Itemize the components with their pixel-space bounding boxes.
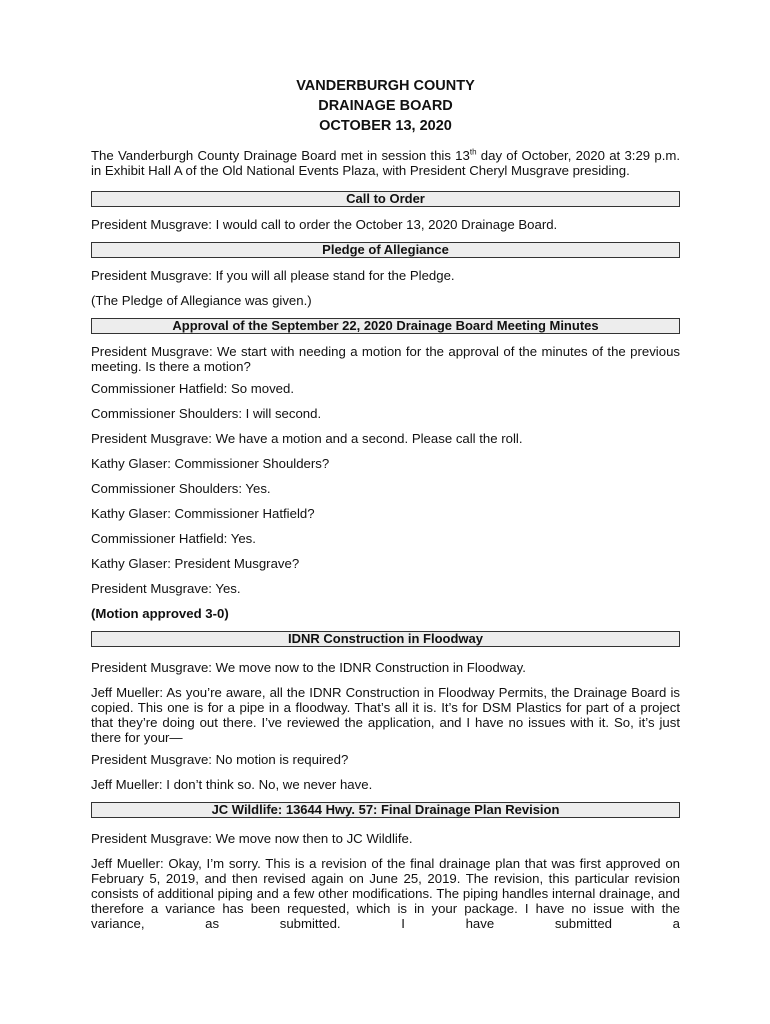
jc-wildlife-line-1: President Musgrave: We move now then to JC Wildlife. <box>91 831 413 846</box>
approval-line-1: President Musgrave: We start with needing a motion for the approval of the minutes of the previous meeting. Is there a motion? <box>91 344 680 374</box>
idnr-line-4: Jeff Mueller: I don’t think so. No, we never have. <box>91 777 373 792</box>
intro-text-end: day of October, 2020 at 3:29 p.m. in Exhibit Hall A of the Old National Events Plaza, with President Cheryl Musgrave presiding. <box>91 148 681 178</box>
approval-line-5: Kathy Glaser: Commissioner Shoulders? <box>91 456 330 471</box>
idnr-line-3: President Musgrave: No motion is required? <box>91 752 349 767</box>
intro-superscript: th <box>469 147 477 157</box>
approval-line-7: Kathy Glaser: Commissioner Hatfield? <box>91 506 315 521</box>
approval-line-4: President Musgrave: We have a motion and a second. Please call the roll. <box>91 431 523 446</box>
header-date: OCTOBER 13, 2020 <box>319 118 452 134</box>
section-heading-idnr: IDNR Construction in Floodway <box>91 631 680 647</box>
section-heading-approval: Approval of the September 22, 2020 Drainage Board Meeting Minutes <box>91 318 680 334</box>
approval-line-8: Commissioner Hatfield: Yes. <box>91 531 256 546</box>
approval-line-9: Kathy Glaser: President Musgrave? <box>91 556 300 571</box>
approval-line-3: Commissioner Shoulders: I will second. <box>91 406 322 421</box>
section-heading-pledge: Pledge of Allegiance <box>91 242 680 258</box>
jc-wildlife-line-2: Jeff Mueller: Okay, I’m sorry. This is a revision of the final drainage plan that was first approved on February 5, 2019, and then revised again on June 25, 2019. The revision, this particular revision consists of additional piping and a few other modifications. The piping handles internal drainage, and therefore a variance has been requested, which is in your package. I have no issue with the variance, as submitted. I have submitted a <box>91 856 680 931</box>
idnr-line-2: Jeff Mueller: As you’re aware, all the IDNR Construction in Floodway Permits, the Drainage Board is copied. This one is for a pipe in a floodway. That’s all it is. It’s for DSM Plastics for part of a project that they’re doing out there. I’ve reviewed the application, and I have no issues with it. So, it’s just there for your— <box>91 685 680 745</box>
section-heading-jc-wildlife: JC Wildlife: 13644 Hwy. 57: Final Drainage Plan Revision <box>91 802 680 818</box>
approval-line-6: Commissioner Shoulders: Yes. <box>91 481 271 496</box>
approval-line-10: President Musgrave: Yes. <box>91 581 241 596</box>
document-header <box>91 76 680 136</box>
minutes-content <box>91 76 680 941</box>
header-board: DRAINAGE BOARD <box>318 98 453 114</box>
idnr-line-1: President Musgrave: We move now to the IDNR Construction in Floodway. <box>91 660 526 675</box>
call-to-order-line: President Musgrave: I would call to order the October 13, 2020 Drainage Board. <box>91 217 558 232</box>
section-heading-call-to-order: Call to Order <box>91 191 680 207</box>
motion-result: (Motion approved 3-0) <box>91 606 229 621</box>
header-county: VANDERBURGH COUNTY <box>296 78 475 94</box>
pledge-line-2: (The Pledge of Allegiance was given.) <box>91 293 312 308</box>
intro-text-start: The Vanderburgh County Drainage Board met in session this 13 <box>91 148 470 163</box>
intro-paragraph <box>91 148 680 178</box>
pledge-line-1: President Musgrave: If you will all please stand for the Pledge. <box>91 268 455 283</box>
approval-line-2: Commissioner Hatfield: So moved. <box>91 381 295 396</box>
